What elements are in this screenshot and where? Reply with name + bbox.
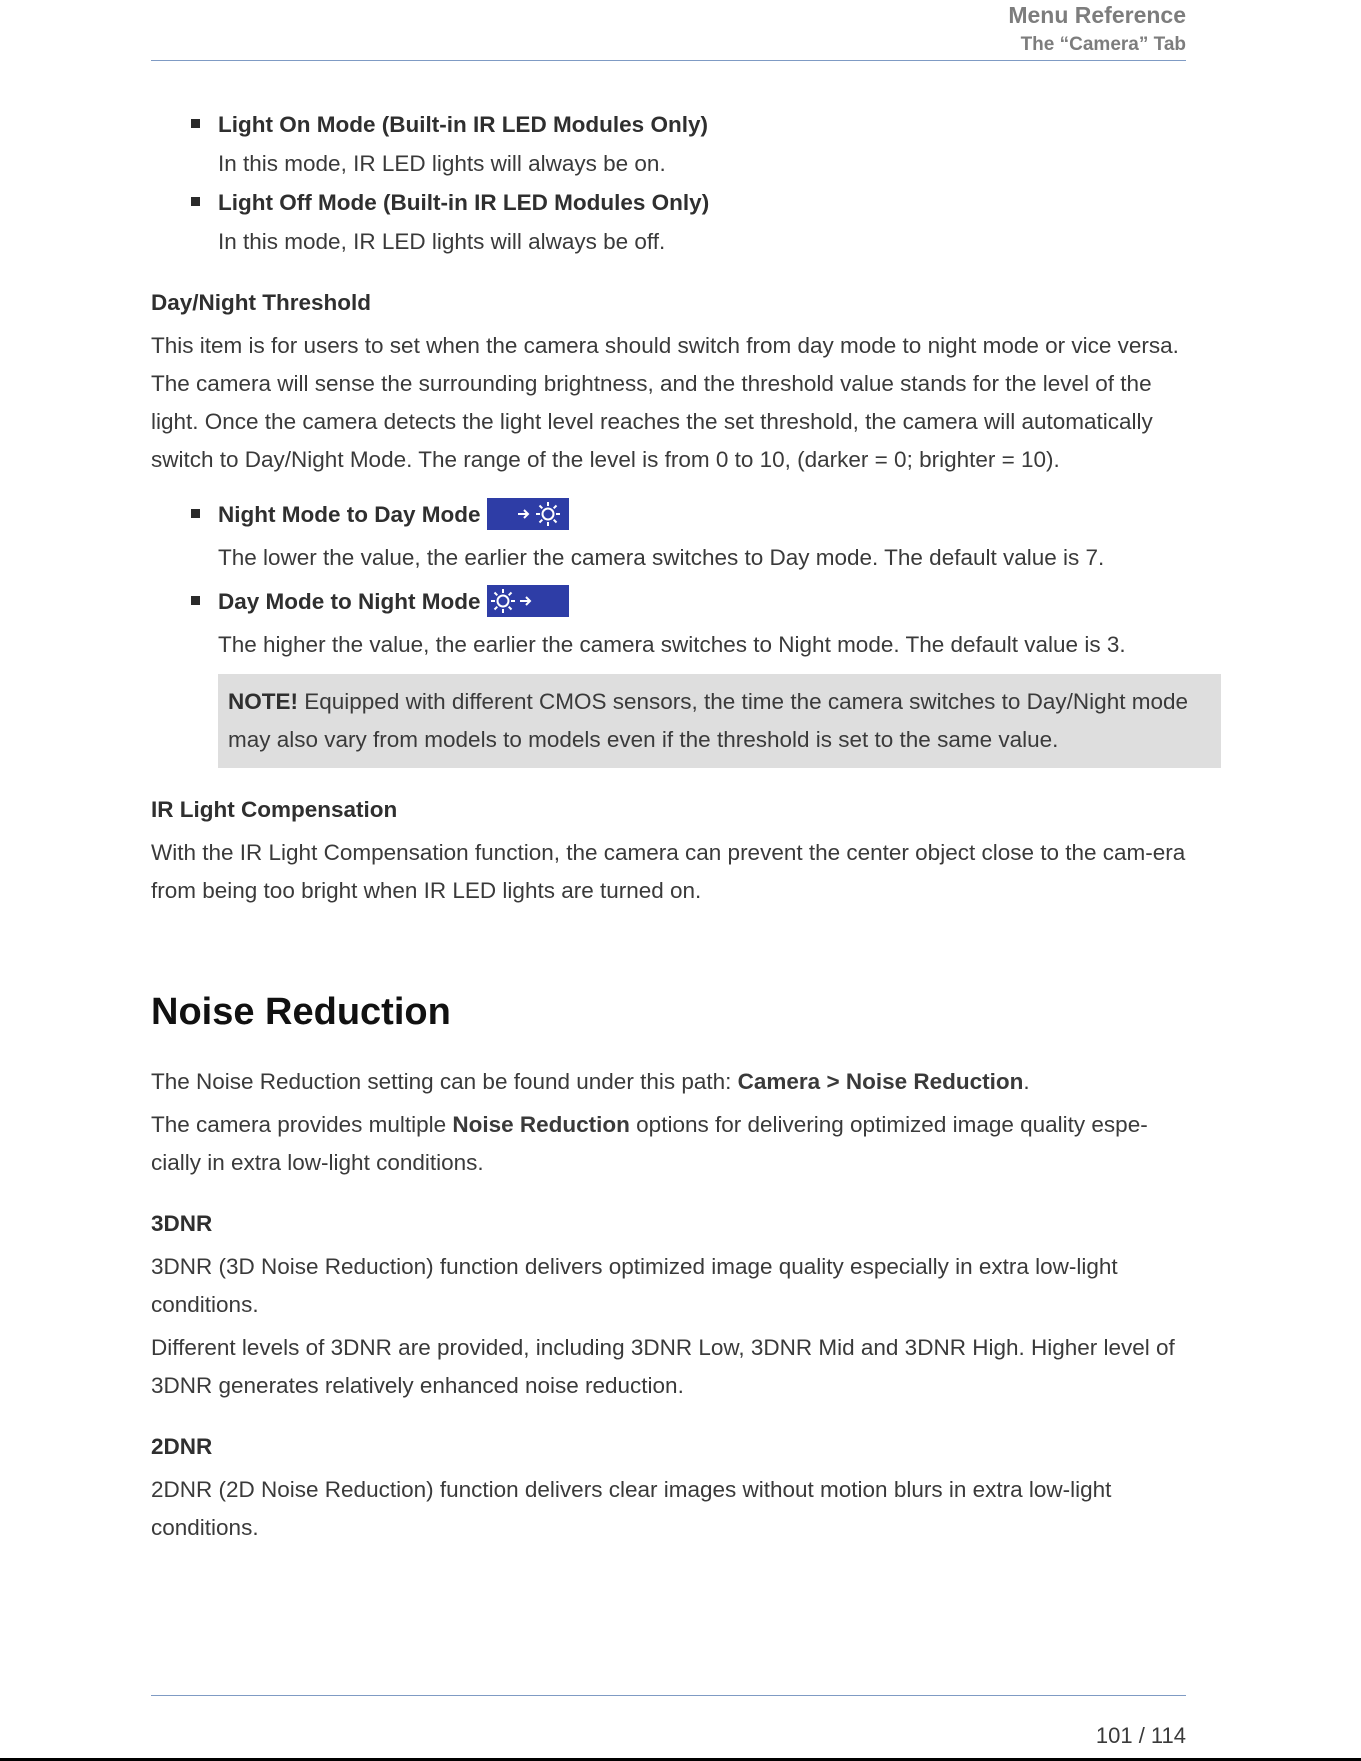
moon-to-sun-icon [487,498,569,530]
noise-path-end: . [1023,1069,1030,1094]
threshold-paragraph: This item is for users to set when the camera should switch from day mode to night mode or vice versa. The camera will sense the surrounding brightness, and the threshold value stands for the level of the light. Once the camera detects the light level reaches the set threshold, the camera will automatically switch to Day/Night Mode. The range of the level is from 0 to 10, (darker = 0; brighter = 10). [151,333,1179,472]
ir-compensation-paragraph: With the IR Light Compensation function, the camera can prevent the center object close to the cam-era from being too bright when IR LED lights are turned on. [151,840,1186,903]
bullet-icon [191,197,200,206]
bullet-description: In this mode, IR LED lights will always be on. [218,151,666,176]
footer-divider [151,1695,1186,1696]
note-box [218,674,1221,768]
list-item [151,496,1191,534]
page-content [151,106,1191,1547]
header-title: Menu Reference [1008,2,1186,28]
page-title: Noise Reduction [151,991,451,1033]
bullet-description: In this mode, IR LED lights will always be off. [218,229,666,254]
note-label: NOTE! [228,689,298,714]
2dnr-paragraph-1: 2DNR (2D Noise Reduction) function delivers clear images without motion blurs in extra low-light conditions. [151,1477,1112,1540]
noise-path-text: The Noise Reduction setting can be found under this path: [151,1069,738,1094]
bullet-title: Light On Mode (Built-in IR LED Modules Only) [218,112,708,137]
3dnr-paragraph-2: Different levels of 3DNR are provided, including 3DNR Low, 3DNR Mid and 3DNR High. Higher level of 3DNR generates relatively enhanced noise reduction. [151,1335,1175,1398]
noise-intro-bold: Noise Reduction [452,1112,630,1137]
list-item [151,184,1191,222]
section-heading-threshold: Day/Night Threshold [151,290,372,315]
noise-path-paragraph [151,1063,1191,1101]
bullet-icon [191,119,200,128]
page-number: 101 / 114 [1095,1723,1186,1748]
bullet-icon [191,509,200,518]
bullet-description: The higher the value, the earlier the camera switches to Night mode. The default value is 3. [218,632,1126,657]
note-text: Equipped with different CMOS sensors, the time the camera switches to Day/Night mode may also vary from models to models even if the threshold is set to the same value. [228,689,1188,752]
noise-intro-text-b: options for delivering optimized image quality espe-cially in extra low-light conditions. [151,1112,1148,1175]
bullet-title: Day Mode to Night Mode [218,589,481,614]
page-header [151,0,1186,61]
noise-intro-paragraph [151,1106,1191,1182]
bullet-title: Light Off Mode (Built-in IR LED Modules Only) [218,190,710,215]
sun-to-moon-icon [487,585,569,617]
list-item [151,106,1191,144]
bullet-description: The lower the value, the earlier the camera switches to Day mode. The default value is 7. [218,545,1105,570]
header-subtitle: The “Camera” Tab [1020,34,1186,55]
bullet-title: Night Mode to Day Mode [218,502,481,527]
bullet-icon [191,596,200,605]
section-heading-ir-compensation: IR Light Compensation [151,797,398,822]
noise-intro-text-a: The camera provides multiple [151,1112,453,1137]
3dnr-paragraph-1: 3DNR (3D Noise Reduction) function delivers optimized image quality especially in extra low-light conditions. [151,1254,1118,1317]
noise-path-bold: Camera > Noise Reduction [737,1069,1024,1094]
section-heading-3dnr: 3DNR [151,1211,213,1236]
list-item [151,583,1191,621]
section-heading-2dnr: 2DNR [151,1434,213,1459]
